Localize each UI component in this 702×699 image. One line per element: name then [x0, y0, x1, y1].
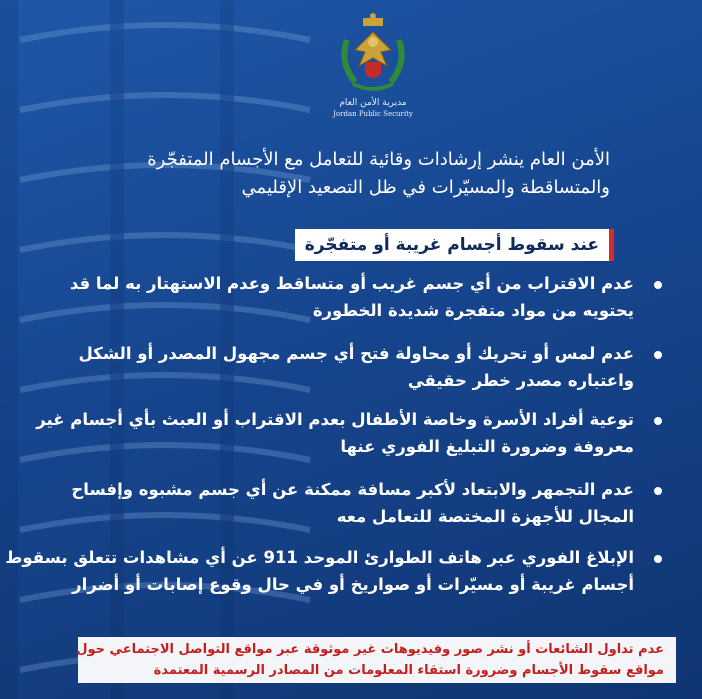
list-item-line-2: واعتباره مصدر خطر حقيقي	[407, 371, 634, 390]
list-item-line-2: المجال للأجهزة المختصة للتعامل معه	[336, 507, 634, 526]
list-item	[38, 476, 676, 530]
bullet-dot-icon	[654, 351, 662, 359]
warning-line-1: عدم تداول الشائعات أو نشر صور وفيديوهات غير موثوقة عبر مواقع التواصل الاجتماعي حول	[76, 642, 664, 657]
list-item-line-1: الإبلاغ الفوري عبر هاتف الطوارئ الموحد 911 عن أي مشاهدات تتعلق بسقوط	[5, 548, 634, 567]
eagle-emblem-icon	[333, 10, 413, 96]
list-item-line-1: عدم الاقتراب من أي جسم غريب أو متساقط وعدم الاستهتار به لما قد	[69, 274, 634, 293]
warning-notice	[78, 637, 676, 683]
list-item	[38, 406, 676, 460]
list-item-line-1: عدم التجمهر والابتعاد لأكبر مسافة ممكنة عن أي جسم مشبوه وإفساح	[71, 480, 634, 499]
list-item-line-2: معروفة وضرورة التبليغ الفوري عنها	[340, 437, 634, 456]
headline-line-1: الأمن العام ينشر إرشادات وقائية للتعامل مع الأجسام المتفجّرة	[147, 149, 610, 170]
list-item-line-1: توعية أفراد الأسرة وخاصة الأطفال بعدم الاقتراب أو العبث بأي أجسام غير	[36, 410, 634, 429]
logo-english-name: Jordan Public Security	[333, 110, 413, 118]
headline	[60, 146, 610, 202]
list-item	[38, 270, 676, 324]
warning-line-2: مواقع سقوط الأجسام وضرورة استقاء المعلومات من المصادر الرسمية المعتمدة	[153, 663, 664, 678]
bullet-dot-icon	[654, 555, 662, 563]
list-item	[5, 544, 676, 598]
list-item-line-2: يحتويه من مواد متفجرة شديدة الخطورة	[312, 301, 634, 320]
logo-arabic-name: مديرية الأمن العام	[339, 98, 407, 108]
list-item-line-1: عدم لمس أو تحريك أو محاولة فتح أي جسم مجهول المصدر أو الشكل	[78, 344, 634, 363]
section-title: عند سقوط أجسام غريبة أو متفجّرة	[295, 229, 614, 261]
bullet-dot-icon	[654, 487, 662, 495]
headline-line-2: والمتساقطة والمسيّرات في ظل التصعيد الإقليمي	[241, 177, 610, 198]
list-item	[38, 340, 676, 394]
public-security-logo	[318, 10, 428, 122]
bullet-dot-icon	[654, 281, 662, 289]
bullet-dot-icon	[654, 417, 662, 425]
list-item-line-2: أجسام غريبة أو مسيّرات أو صواريخ أو في حال وقوع إصابات أو أضرار	[72, 575, 634, 594]
